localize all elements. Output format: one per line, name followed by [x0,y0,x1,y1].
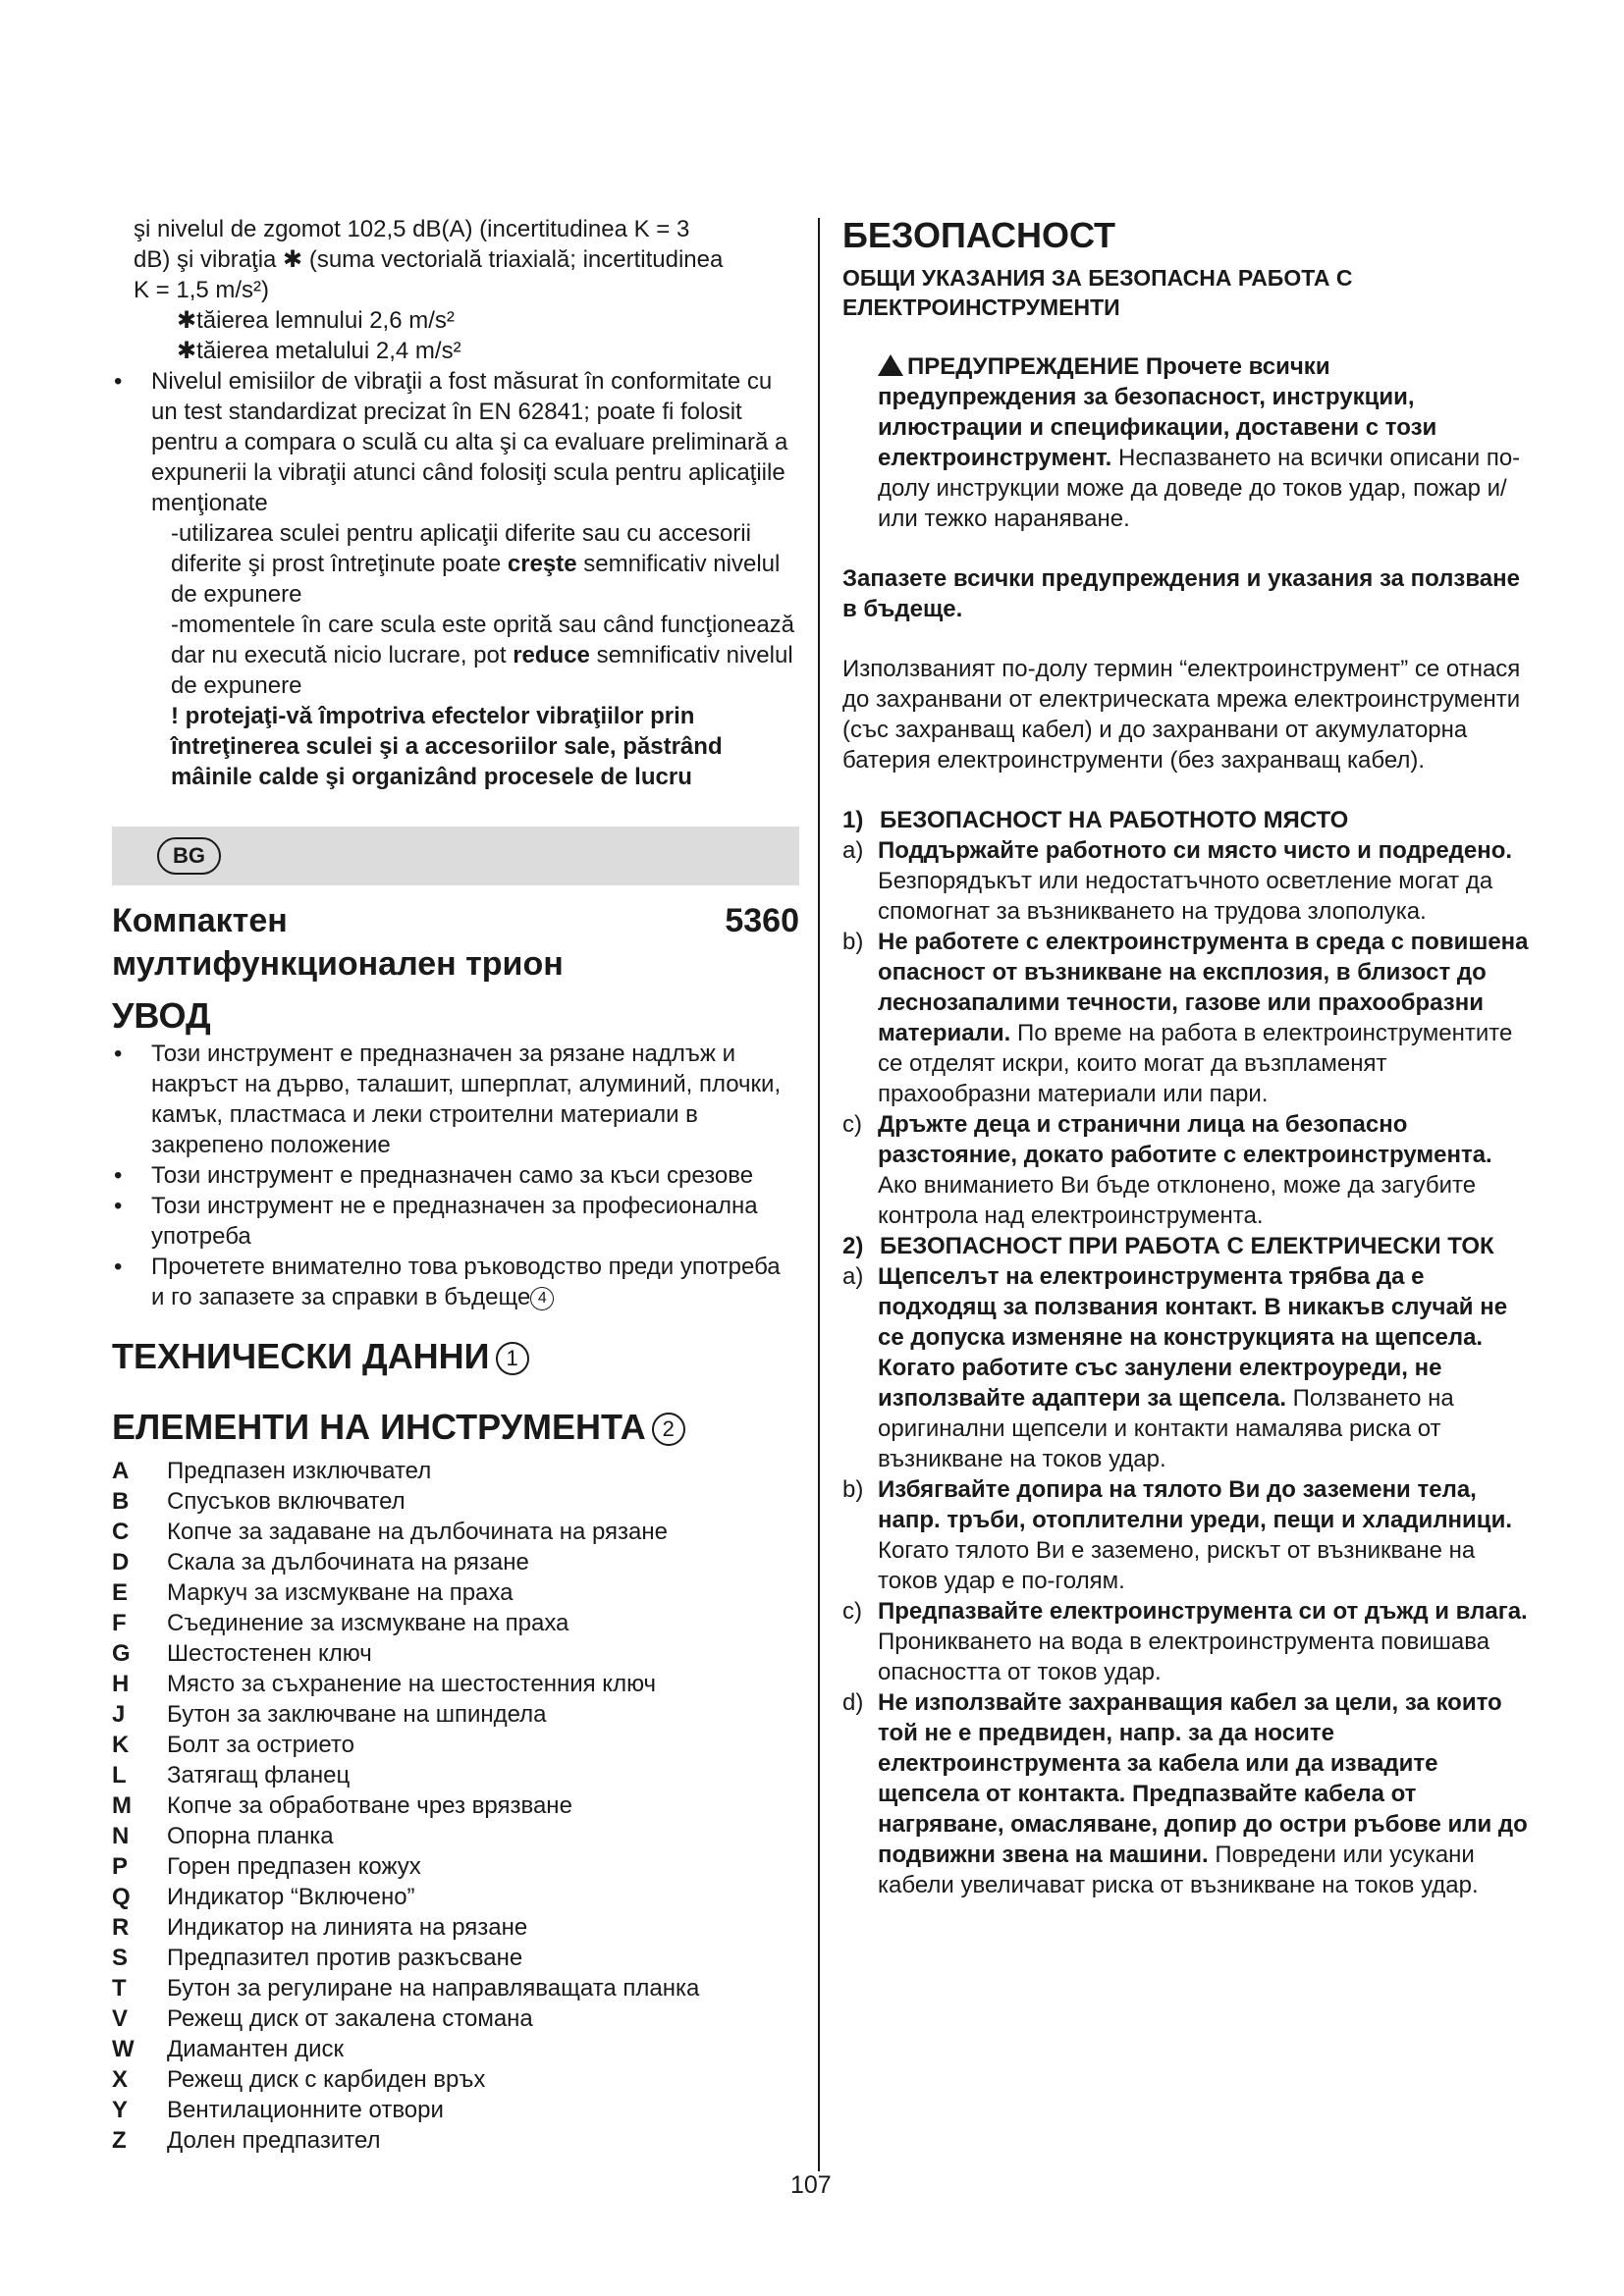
part-key: N [112,1823,130,1849]
right-column [842,214,1530,1900]
part-row [112,1760,799,1790]
section-1-items [842,835,1530,1231]
vibration-wood: ✱tăierea lemnului 2,6 m/s² [177,307,455,334]
part-key: S [112,1945,129,1971]
part-row [112,1669,799,1699]
part-label: Болт за острието [167,1732,354,1758]
figure-ref-2: 2 [652,1413,685,1446]
section-2-items [842,1261,1530,1900]
part-key: C [112,1519,130,1545]
part-key: K [112,1732,130,1758]
safety-item: a) Поддържайте работното си място чисто и подредено. Безпорядъкът или недостатъчното осветление могат да спомогнат за възникването на трудова злополука. [842,837,1513,925]
part-row [112,1973,799,2003]
model-number: 5360 [725,902,799,939]
language-badge: BG [157,837,221,875]
part-key: Q [112,1884,131,1910]
elements-heading: ЕЛЕМЕНТИ НА ИНСТРУМЕНТА 2 [112,1405,799,1450]
part-key: Y [112,2097,129,2123]
part-key: P [112,1853,129,1880]
part-label: Предпазител против разкъсване [167,1945,523,1971]
section-1-title: 1) БЕЗОПАСНОСТ НА РАБОТНОТО МЯСТО [842,807,1349,833]
part-row [112,1577,799,1608]
part-label: Диамантен диск [167,2036,345,2062]
safety-item: a) Щепселът на електроинструмента трябва да е подходящ за ползвания контакт. В никакъв случай не се допуска изменяне на конструкцията на щепсела. Когато работите със занулени електроуреди, не използвайте адаптери за щепсела. Ползването на оригинални щепсели и контакти намалява риска от възникване на токов удар. [842,1263,1508,1472]
part-row [112,1851,799,1882]
part-key: G [112,1640,131,1667]
intro-line: şi nivelul de zgomot 102,5 dB(A) (incertitudinea K = 3 [134,216,690,242]
part-label: Спусъков включвател [167,1488,406,1515]
part-row [112,1912,799,1943]
section-2-title: 2) БЕЗОПАСНОСТ ПРИ РАБОТА С ЕЛЕКТРИЧЕСКИ ТОК [842,1233,1494,1259]
safety-item: c) Предпазвайте електроинструмента си от дъжд и влага. Проникването на вода в електроинструмента повишава опасността от токов удар. [842,1598,1528,1685]
part-label: Вентилационните отвори [167,2097,444,2123]
part-label: Скала за дълбочината на рязане [167,1549,529,1575]
part-row [112,1608,799,1638]
part-row [112,1547,799,1577]
part-label: Горен предпазен кожух [167,1853,421,1880]
intro-bullet: • Прочетете внимателно това ръководство преди употреба и го запазете за справки в бъдеще 4 [112,1252,799,1312]
part-label: Копче за задаване на дълбочината на рязане [167,1519,668,1545]
emission-bullet: • Nivelul emisiilor de vibraţii a fost măsurat în conformitate cu un test standardizat precizat în EN 62841; poate fi folosit pentru a compara o sculă cu alta şi ca evaluare preliminară a expunerii la vibraţii atunci când folosiţi scula pentru aplicaţiile menţionate [112,366,799,518]
part-key: M [112,1792,132,1819]
parts-list [112,1456,799,2156]
intro-lines [112,214,799,366]
dash-item-increase: -utilizarea sculei pentru aplicaţii diferite sau cu accesorii diferite şi prost întreţinute poate creşte semnificativ nivelul de expunere [171,520,781,608]
dash-item-reduce: -momentele în care scula este oprită sau când funcţionează dar nu execută nicio lucrare, pot reduce semnificativ nivelul de expunere [171,612,795,699]
tech-data-heading: ТЕХНИЧЕСКИ ДАННИ 1 [112,1334,799,1379]
part-label: Режещ диск с карбиден връх [167,2066,486,2093]
part-label: Съединение за изсмукване на праха [167,1610,569,1636]
part-row [112,1730,799,1760]
part-row [112,1882,799,1912]
part-row [112,1699,799,1730]
part-label: Предпазен изключвател [167,1458,432,1484]
part-label: Бутон за заключване на шпиндела [167,1701,547,1728]
part-row [112,1456,799,1486]
part-label: Режещ диск от закалена стомана [167,2005,533,2032]
part-label: Затягащ фланец [167,1762,351,1789]
part-key: Z [112,2127,127,2154]
part-key: D [112,1549,130,1575]
part-key: H [112,1671,130,1697]
part-row [112,2064,799,2095]
safety-item: b) Избягвайте допира на тялото Ви до заземени тела, напр. тръби, отоплителни уреди, пещи и хладилници. Когато тялото Ви е заземено, рискът от възникване на токов удар е по-голям. [842,1476,1512,1594]
intro-heading: УВОД [112,995,211,1036]
part-key: A [112,1458,130,1484]
safety-subheading: ОБЩИ УКАЗАНИЯ ЗА БЕЗОПАСНА РАБОТА С ЕЛЕКТРОИНСТРУМЕНТИ [842,265,1353,320]
part-key: J [112,1701,126,1728]
part-label: Шестостенен ключ [167,1640,372,1667]
part-row [112,1821,799,1851]
protect-note: ! protejaţi-vă împotriva efectelor vibraţiilor prin întreţinerea sculei şi a accesoriilor sale, păstrând mâinile calde şi organizând procesele de lucru [171,703,723,790]
vibration-metal: ✱tăierea metalului 2,4 m/s² [177,338,461,364]
part-label: Опорна планка [167,1823,334,1849]
part-key: X [112,2066,129,2093]
product-title: Компактен мултифункционален трион [112,902,564,983]
part-key: L [112,1762,127,1789]
intro-bullet: • Този инструмент не е предназначен за професионална употреба [112,1191,799,1252]
intro-line: dB) şi vibraţia ✱ (suma vectorială triaxială; incertitudinea [134,246,724,273]
warning-icon [878,354,903,376]
safety-heading: БЕЗОПАСНОСТ [842,215,1116,255]
part-label: Бутон за регулиране на направляващата планка [167,1975,700,2002]
part-key: T [112,1975,127,2002]
keep-instructions: Запазете всички предупреждения и указания за ползване в бъдеще. [842,565,1520,622]
figure-ref-4: 4 [530,1287,554,1310]
part-row [112,2125,799,2156]
safety-item: c) Дръжте деца и странични лица на безопасно разстояние, докато работите с електроинструмента. Ако вниманието Ви бъде отклонено, може да загубите контрола над електроинструмента. [842,1111,1492,1229]
warning-paragraph: ПРЕДУПРЕЖДЕНИЕ Прочете всички предупреждения за безопасност, инструкции, илюстрации и спецификации, доставени с този електроинструмент. Неспазването на всички описани по-долу инструкции може да доведе до токов удар, пожар и/или тежко нараняване. [878,353,1521,532]
part-label: Индикатор на линията на рязане [167,1914,528,1941]
part-label: Маркуч за изсмукване на праха [167,1579,514,1606]
part-label: Долен предпазител [167,2127,381,2154]
term-definition: Използваният по-долу термин “електроинструмент” се отнася до захранвани от електрическата мрежа електроинструменти (със захранващ кабел) и до захранвани от акумулаторна батерия електроинструменти (без захранващ кабел). [842,656,1521,774]
column-divider [818,218,820,2171]
language-bar [112,827,799,885]
part-row [112,2003,799,2034]
safety-item: b) Не работете с електроинструмента в среда с повишена опасност от възникване на експлозия, в близост до леснозапалими течности, газове или прахообразни материали. По време на работа в електроинструментите се отделят искри, които могат да възпламенят прахообразни материали или пари. [842,929,1529,1107]
intro-line: K = 1,5 m/s²) [134,277,270,303]
page-number: 107 [790,2171,832,2199]
part-key: F [112,1610,127,1636]
part-label: Място за съхранение на шестостенния ключ [167,1671,657,1697]
part-key: V [112,2005,129,2032]
intro-bullet: • Този инструмент е предназначен само за къси срезове [112,1160,799,1191]
part-key: B [112,1488,130,1515]
figure-ref-1: 1 [496,1342,529,1375]
part-row [112,1790,799,1821]
part-row [112,1517,799,1547]
part-key: W [112,2036,135,2062]
part-key: E [112,1579,129,1606]
part-row [112,1943,799,1973]
part-label: Индикатор “Включено” [167,1884,415,1910]
part-row [112,2095,799,2125]
safety-item: d) Не използвайте захранващия кабел за цели, за които той не е предвиден, напр. за да носите електроинструмента за кабела или да извадите щепсела от контакта. Предпазвайте кабела от нагряване, омасляване, допир до остри ръбове или до подвижни звена на машини. Повредени или усукани кабели увеличават риска от възникване на токов удар. [842,1689,1528,1898]
part-label: Копче за обработване чрез врязване [167,1792,572,1819]
part-row [112,1486,799,1517]
part-row [112,2034,799,2064]
part-row [112,1638,799,1669]
part-key: R [112,1914,130,1941]
product-title-row [112,899,799,986]
left-column [112,214,799,2156]
intro-bullet: • Този инструмент е предназначен за рязане надлъж и накръст на дърво, талашит, шперплат, алуминий, плочки, камък, пластмаса и леки строителни материали в закрепено положение [112,1039,799,1160]
